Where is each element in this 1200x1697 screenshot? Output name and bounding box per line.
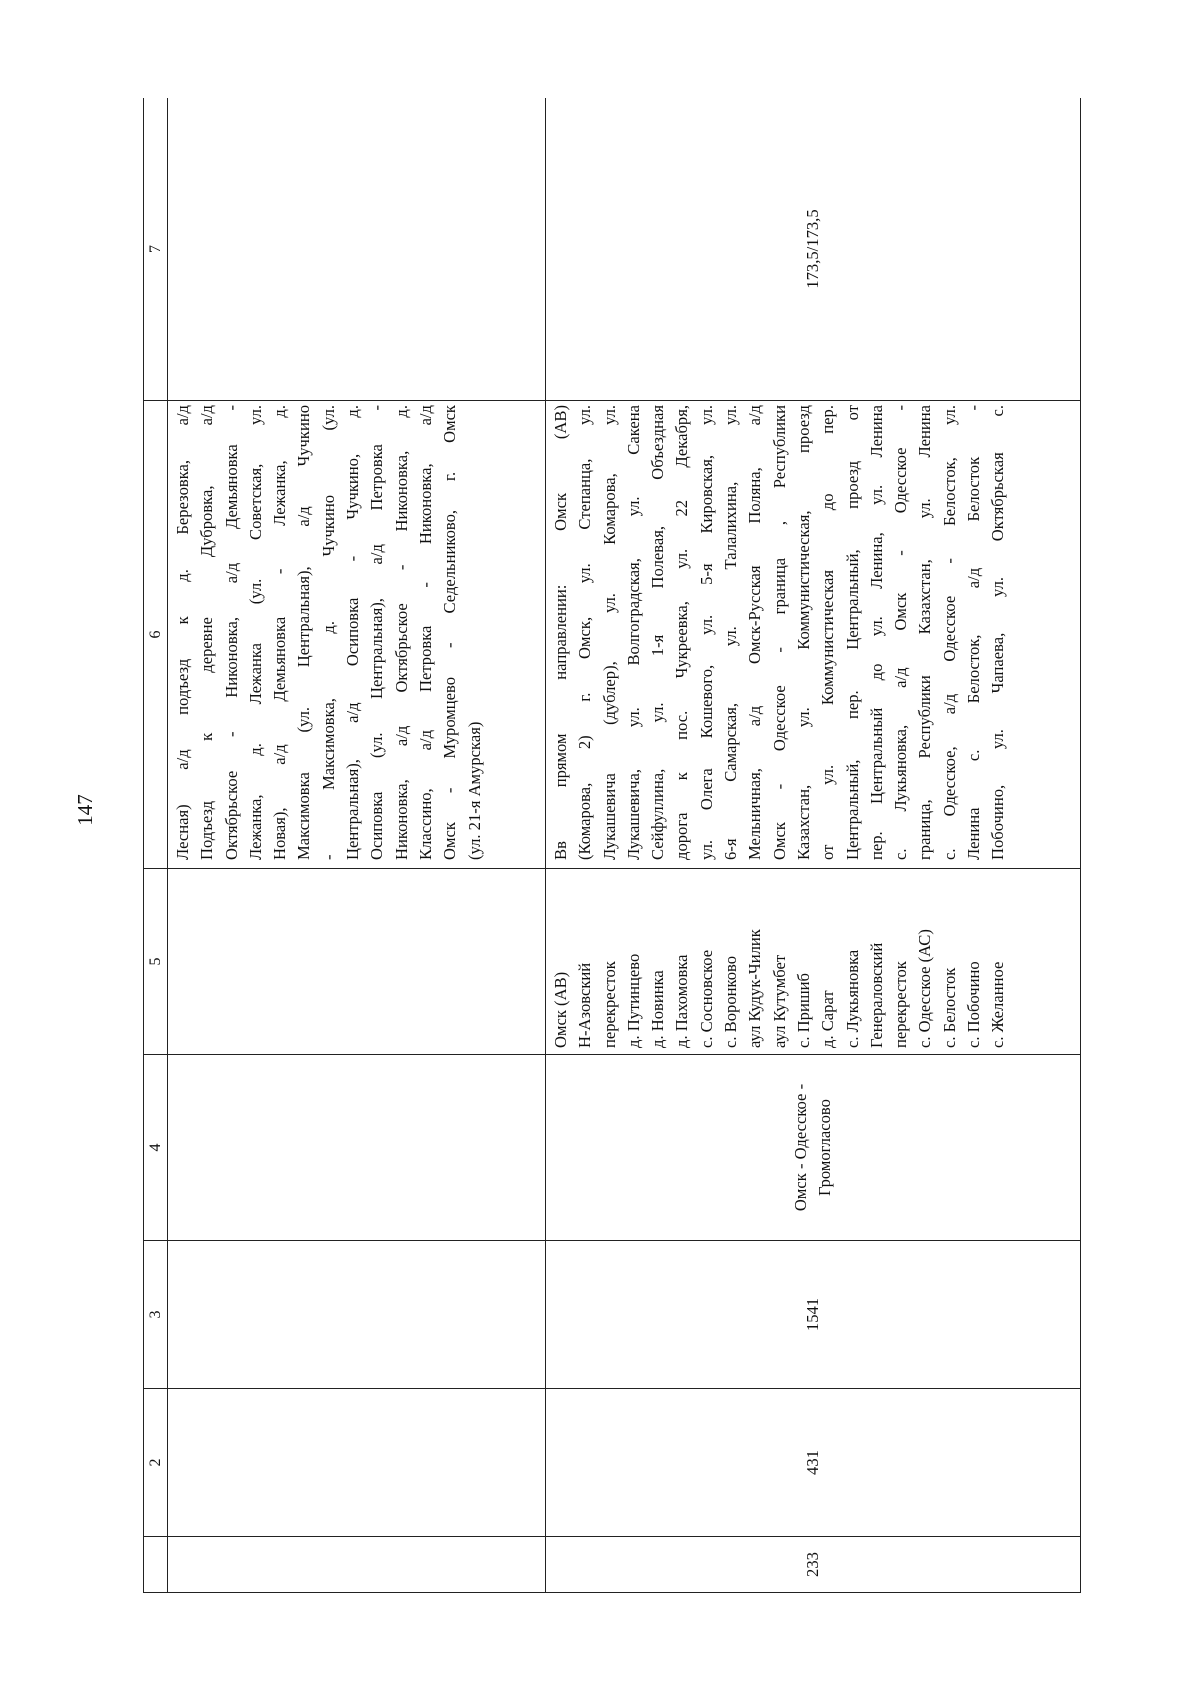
stop-item: с. Белосток [939, 967, 959, 1048]
stop-item: д. Пахомовка [672, 954, 692, 1048]
cell-empty [168, 869, 546, 1055]
registration-number-cell: 431 [546, 1389, 1081, 1537]
route-name-cell: Омск - Одесское - Громогласово [546, 1055, 1081, 1241]
streets-cell [546, 401, 1081, 869]
stop-item: Н-Азовский [575, 962, 595, 1048]
stop-item: с. Пришиб [793, 973, 813, 1048]
cell-empty [168, 1537, 546, 1593]
route-number-cell: 233 [546, 1537, 1081, 1593]
table-rotated-frame [143, 98, 1086, 1593]
stop-item: с. Одесское (АС) [915, 929, 935, 1048]
text-line: Лукашевича, ул. Волгоградская, ул. Сакена [623, 405, 643, 860]
stop-item: перекресток [599, 961, 619, 1048]
text-line: дорога к пос. Чукреевка, ул. 22 Декабря, [672, 405, 692, 860]
text-line: Омск - Одесское - граница , Республики [769, 405, 789, 860]
text-line: с. Одесское, а/д Одесское - Белосток, ул. [939, 405, 959, 860]
text-line: Сейфуллина, ул. 1-я Полевая, Объездная [648, 405, 668, 860]
text-line: Казахстан, ул. Коммунистическая, проезд [793, 405, 813, 860]
text-line: Мельничная, а/д Омск-Русская Поляна, а/д [745, 405, 765, 860]
stop-item: с. Лукьяновка [842, 949, 862, 1048]
stop-item: аул Кутумбет [769, 954, 789, 1048]
column-number-7: 7 [144, 98, 168, 401]
text-line: от ул. Коммунистическая до пер. [818, 405, 838, 860]
text-line: Побочино, ул. Чапаева, ул. Октябрьская с. [988, 405, 1008, 860]
stop-item: с. Желанное [988, 961, 1008, 1048]
text-line: Лукашевича (дублер), ул. Комарова, ул. [599, 405, 619, 860]
stop-item: д. Сарат [818, 990, 838, 1048]
stop-item: с. Побочино [964, 961, 984, 1048]
text-line: Подъезд к деревне Дубровка, а/д [197, 405, 217, 860]
stop-item: с. Воронково [721, 955, 741, 1048]
text-line: Центральная), а/д Осиповка - Чучкино, д. [343, 405, 363, 860]
column-number-6: 6 [144, 401, 168, 869]
table-row-continuation [168, 98, 546, 1593]
continuation-streets-cell [168, 401, 546, 869]
text-line: Максимовка (ул. Центральная), а/д Чучкино [294, 405, 314, 860]
column-number-3: 3 [144, 1241, 168, 1389]
text-line: Вв прямом направлении: Омск (АВ) [551, 405, 570, 860]
stop-item: аул Кудук-Чилик [745, 929, 765, 1048]
stop-item: д. Новинка [648, 970, 668, 1048]
column-number-2: 2 [144, 1389, 168, 1537]
text-line: Центральный, пер. Центральный, проезд от [842, 405, 862, 860]
cell-empty [168, 1055, 546, 1241]
text-line: (ул. 21-я Амурская) [464, 721, 484, 860]
table-upright-container [143, 98, 1086, 1593]
column-number-1 [144, 1537, 168, 1593]
text-line: Омск - Муромцево - Седельниково, г. Омск [440, 405, 460, 860]
cell-empty [168, 1389, 546, 1537]
text-line: пер. Центральный до ул. Ленина, ул. Ленина [866, 405, 886, 860]
stop-item: с. Сосновское [696, 949, 716, 1048]
text-line: Никоновка, а/д Октябрьское - Никоновка, д. [391, 405, 411, 860]
text-line: Октябрьское - Никоновка, а/д Демьяновка - [221, 405, 241, 860]
table-row-route [546, 98, 1081, 1593]
text-line: граница, Республики Казахстан, ул. Ленина [915, 405, 935, 860]
text-line: - Максимовка, д. Чучкино (ул. [318, 405, 338, 860]
text-line: Новая), а/д Демьяновка - Лежанка, д. [270, 405, 290, 860]
text-line: ул. Олега Кошевого, ул. 5-я Кировская, ул. [696, 405, 716, 860]
route-code-cell: 1541 [546, 1241, 1081, 1389]
distance-cell: 173,5/173,5 [546, 98, 1081, 401]
text-line: Осиповка (ул. Центральная), а/д Петровка - [367, 405, 387, 860]
stop-item: Омск (АВ) [551, 971, 570, 1048]
cell-empty [168, 1241, 546, 1389]
text-line: 6-я Самарская, ул. Талалихина, ул. [721, 405, 741, 860]
stop-item: перекресток [891, 961, 911, 1048]
text-line: Лесная) а/д подъезд к д. Березовка, а/д [173, 405, 192, 860]
stops-cell [546, 869, 1081, 1055]
cell-empty [168, 98, 546, 401]
routes-table [143, 98, 1081, 1593]
text-line: Ленина с. Белосток, а/д Белосток - [964, 405, 984, 860]
text-line: Классино, а/д Петровка - Никоновка, а/д [415, 405, 435, 860]
text-line: Лежанка, д. Лежанка (ул. Советская, ул. [245, 405, 265, 860]
stop-item: д. Путинцево [623, 953, 643, 1048]
text-line: с. Лукьяновка, а/д Омск - Одесское - [891, 405, 911, 860]
column-number-5: 5 [144, 869, 168, 1055]
text-line: (Комарова, 2) г. Омск, ул. Степанца, ул. [575, 405, 595, 860]
column-number-4: 4 [144, 1055, 168, 1241]
stop-item: Генераловский [866, 942, 886, 1048]
column-number-row [144, 98, 168, 1593]
page-number: 147 [73, 794, 97, 826]
